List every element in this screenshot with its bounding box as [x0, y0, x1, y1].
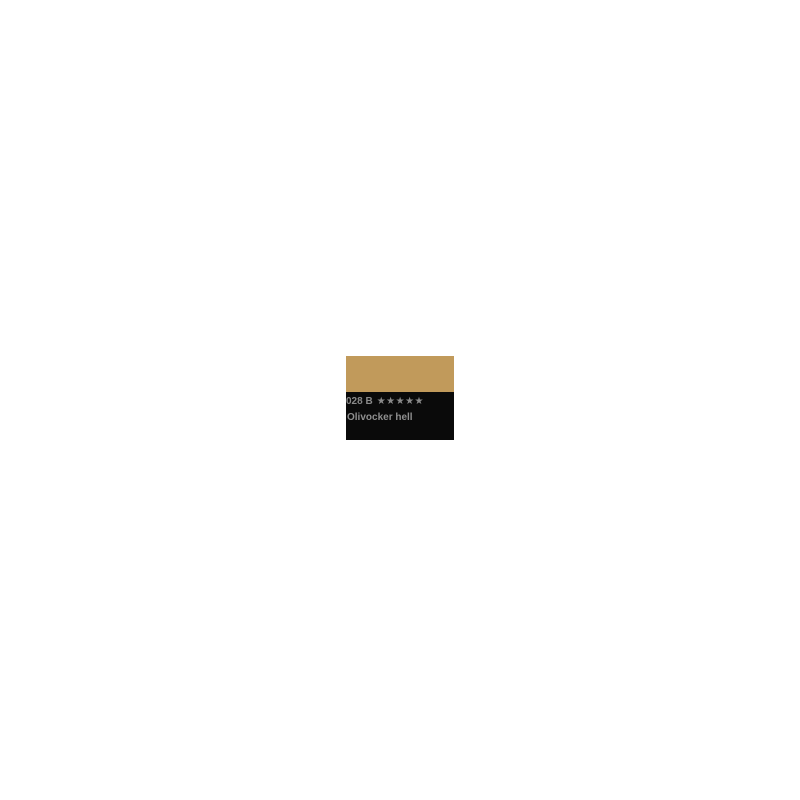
color-name-label: Olivocker hell [347, 412, 413, 423]
rating-stars: ★★★★★ [376, 396, 425, 407]
swatch-code-row [346, 393, 454, 411]
color-code-label: 028 B [346, 396, 373, 407]
color-swatch-card[interactable] [346, 356, 454, 440]
swatch-info-panel [346, 392, 454, 440]
color-sample-block [346, 356, 454, 392]
